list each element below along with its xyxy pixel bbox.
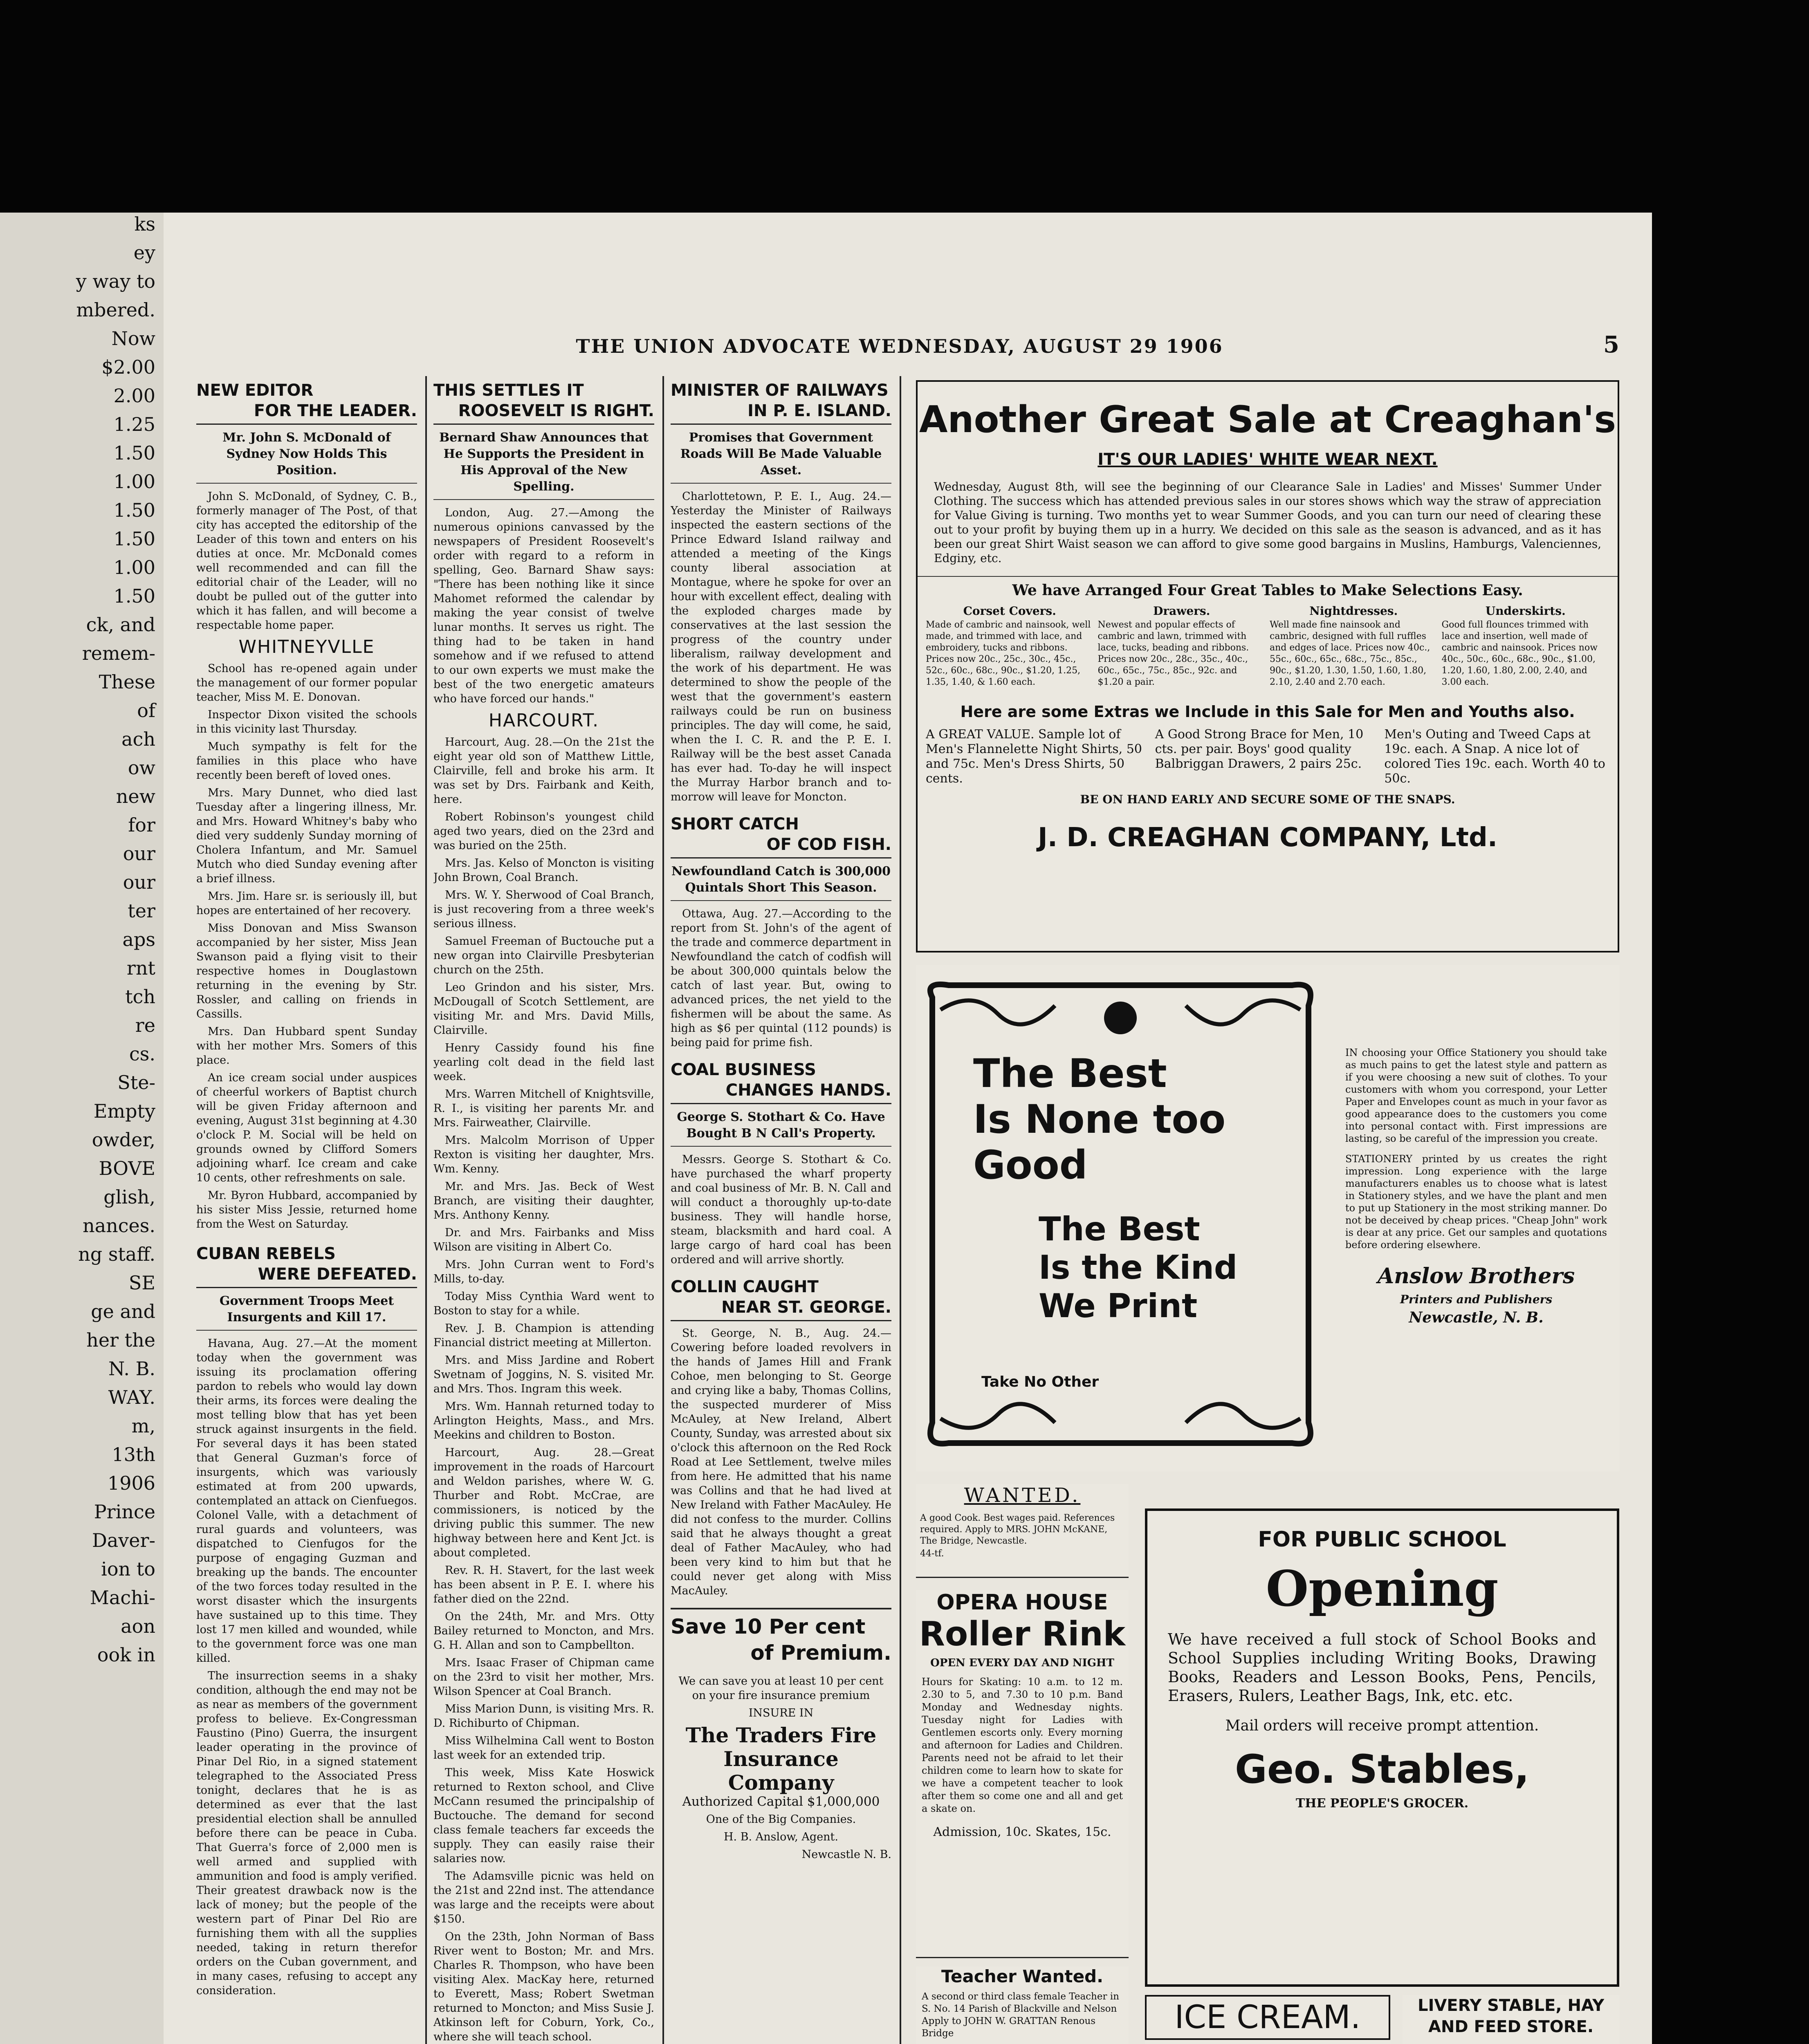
ad-text: Mail orders will receive prompt attention. [1225,1717,1539,1734]
ad-text: Newcastle, N. B. [1409,1309,1544,1326]
edge-fragment: glish, [103,1186,155,1208]
edge-fragment: ey [133,242,155,264]
deck: Mr. John S. McDonald of Sydney Now Holds This Position. [196,430,417,484]
article-paragraph: Mrs. John Curran went to Ford's Mills, to-day. [433,1258,654,1285]
ad-title: Roller Rink [919,1615,1126,1654]
ad-text: H. B. Anslow, Agent. [723,1831,838,1843]
ad-text: Wednesday, August 8th, will see the beginning of our Clearance Sale in Ladies' and Misses' Summer Under Clothing. The success which has attended previous sales in our stores shows which way the straw of appreciation for Value Giving is turning. Two months yet to wear Summer Goods, and you can turn our need of clearing these out to your profit by buying them up in a hurry. We decided on this sale as the season is advanced, and as it has been our great Shirt Waist season we can afford to give some good bargains in Muslins, Hamburgs, Valenciennes, Edginy, etc. [934,480,1601,565]
edge-fragment: Daver- [92,1529,155,1551]
edge-fragment: Now [111,327,155,350]
article-paragraph: Mrs. and Miss Jardine and Robert Swetnam of Joggins, N. S. visited Mr. and Mrs. Thos. Ingram this week. [433,1354,654,1395]
article-paragraph: Havana, Aug. 27.—At the moment today when the government was issuing its proclamation offering pardon to rebels who would lay down their arms, its forces were dealing the most telling blow that has yet been struck against insurgents in the field. For several days it has been stated that General Guzman's force of insurgents, which was variously estimated at from 200 upwards, contemplated an attack on Cienfuegos. Colonel Valle, with a detachment of rural guards and volunteers, was dispatched to Cienfugos for the purpose of engaging Guzman and breaking up the bands. The encounter of the two forces today resulted in the worst disaster which the insurgents have sustained up to this time. They lost 17 men killed and wounded, while to the government force was one man killed. [196,1337,417,1665]
column-1 [196,380,417,2044]
slogan-line: Good [973,1142,1088,1188]
article-paragraph: Mrs. W. Y. Sherwood of Coal Branch, is just recovering from a three week's serious illness. [433,889,654,930]
edge-fragment: N. B. [108,1358,155,1380]
running-head: THE UNION ADVOCATE WEDNESDAY, AUGUST 29 1906 [576,335,1223,357]
article-paragraph: St. George, N. B., Aug. 24.—Cowering before loaded revolvers in the hands of James Hill and Frank Cohoe, men belonging to St. George and crying like a baby, Thomas Collins, the suspected murderer of Miss McAuley, at New Ireland, Albert County, Sunday, was arrested about six o'clock this afternoon on the Red Rock Road at Lee Settlement, twelve miles from here. He admitted that his name was Collins and that he had lived at New Ireland with Father MacAuley. He did not confess to the murder. Collins said that he always thought a great deal of Father MacAuley, who had been very kind to him but that he could never get along with Miss MacAuley. [671,1327,891,1597]
ad-text: STATIONERY printed by us creates the right impression. Long experience with the large manufacturers enables us to choose what is latest in Stationery styles, and we have the plant and men to put up Stationery in the most striking manner. Do not be deceived by cheap prices. "Cheap John" work is dear at any price. Get our samples and quotations before ordering elsewhere. [1345,1153,1607,1251]
edge-fragment: ook in [97,1644,155,1666]
edge-fragment: $2.00 [101,356,155,378]
extra-item: A Good Strong Brace for Men, 10 cts. per pair. Boys' good quality Balbriggan Drawers, 2 pairs 25c. [1155,727,1364,771]
article-paragraph: An ice cream social under auspices of cheerful workers of Baptist church will be given Friday afternoon and evening, August 31st beginning at 4.30 o'clock P. M. Social will be held on grounds owned by Clifford Somers adjoining wharf. Ice cream and cake 10 cents, other refreshments on sale. [196,1071,417,1184]
adjacent-page-edge [0,213,164,2044]
article-paragraph: John S. McDonald, of Sydney, C. B., formerly manager of The Post, of that city has accepted the editorship of the Leader of this town and enters on his duties at once. Mr. McDonald comes well recommended and can fill the editorial chair of the Leader, will no doubt be pulled out of the gutter into which it has fallen, and will become a respectable home paper. [196,490,417,632]
article-paragraph: Harcourt, Aug. 28.—Great improvement in the roads of Harcourt and Weldon parishes, where W. G. Thurber and Robt. McCrae, are commissioners, is noticed by the driving public this summer. The new highway between here and Kent Jct. is about completed. [433,1446,654,1559]
article-paragraph: Mr. and Mrs. Jas. Beck of West Branch, are visiting their daughter, Mrs. Anthony Kenny. [433,1180,654,1221]
edge-fragment: aps [122,928,155,950]
slogan-line: Is the Kind [1039,1248,1238,1286]
edge-fragment: WAY. [108,1386,155,1408]
edge-fragment: 1.50 [113,442,155,464]
edge-fragment: new [116,785,155,807]
article-paragraph: On the 24th, Mr. and Mrs. Otty Bailey returned to Moncton, and Mrs. G. H. Allan and son to Campbellton. [433,1610,654,1652]
article-paragraph: Samuel Freeman of Buctouche put a new organ into Clairville Presbyterian church on the 25th. [433,935,654,976]
headline: SHORT CATCH OF COD FISH. [671,814,891,858]
section-heading: HARCOURT. [488,710,599,731]
slogan-line: Is None too [973,1096,1226,1142]
edge-fragment: 1906 [107,1472,155,1494]
article-paragraph: Today Miss Cynthia Ward went to Boston to stay for a while. [433,1290,654,1317]
edge-fragment: y way to [76,270,155,292]
article-paragraph: Ottawa, Aug. 27.—According to the report from St. John's of the agent of the trade and commerce department in Newfoundland the catch of codfish will be about 300,000 quintals below the catch of last year. But, owing to advanced prices, the net yield to the fishermen will be about the same. As high as $6 per quintal (112 pounds) is being paid for prime fish. [671,908,891,1049]
edge-fragment: Prince [94,1501,155,1523]
newspaper-page [164,213,1652,2044]
edge-fragment: 13th [112,1443,155,1466]
extras-list [926,727,1609,786]
extra-item: Men's Outing and Tweed Caps at 19c. each. A Snap. A nice lot of colored Ties 19c. each. Worth 40 to 50c. [1384,727,1605,786]
ad-text: INSURE IN [748,1707,814,1719]
article-paragraph: Dr. and Mrs. Fairbanks and Miss Wilson are visiting in Albert Co. [433,1226,654,1253]
deck: Promises that Government Roads Will Be Made Valuable Asset. [671,430,891,484]
edge-fragment: ng staff. [78,1243,155,1265]
ad-tagline: Take No Other [981,1374,1099,1390]
edge-fragment: re [135,1014,155,1036]
ad-text: A second or third class female Teacher in S. No. 14 Parish of Blackville and Nelson Apply to JOHN W. GRATTAN Renous Bridge [922,1991,1119,2039]
edge-fragment: Ste- [117,1071,155,1094]
edge-fragment: ter [128,900,155,922]
ad-title: OPERA HOUSE [936,1590,1108,1615]
article-paragraph: London, Aug. 27.—Among the numerous opinions canvassed by the newspapers of President Roosevelt's order with regard to a reform in spelling, Geo. Barnard Shaw says: "There has been nothing like it since Mahomet reformed the calendar by making the year consist of twelve lunar months. It serves us right. The thing had to be taken in hand somehow and if we refused to attend to our own experts we must make the best of the two energetic amateurs who have forced our hands." [433,507,654,705]
ad-title: LIVERY STABLE, HAY AND FEED STORE. [1417,1996,1605,2036]
edge-fragment: 1.00 [113,556,155,578]
deck: Bernard Shaw Announces that He Supports the President in His Approval of the New Spelling. [433,430,654,500]
headline: MINISTER OF RAILWAYS IN P. E. ISLAND. [671,380,891,425]
table-corset-covers: Corset Covers. Made of cambric and nainsook, well made, and trimmed with lace, and embroidery, tucks and ribbons. Prices now 20c., 25c., 30c., 45c., 52c., 60c., 68c., 90c., $1.20, 1.25, 1.35, 1.40, & 1.60 each. [926,604,1091,687]
article-paragraph: Charlottetown, P. E. I., Aug. 24.—Yesterday the Minister of Railways inspected the eastern sections of the Prince Edward Island railway and attended a meeting of the Kings county liberal association at Montague, where he spoke for over an hour with excellent effect, dealing with the exploded charges made by conservatives at the last session the progress of the country under liberalism, railway development and the work of his department. He was determined to show the people of the west that the government's eastern railways could be run on business principles. The day will come, he said, when the I. C. R. and the P. E. I. Railway will be the best asset Canada has ever had. To-day he will inspect the Murray Harbor branch and to-morrow will leave for Moncton. [671,490,891,803]
edge-fragment: ks [134,213,155,235]
article-paragraph: The insurrection seems in a shaky condition, although the end may not be as near as members of the government profess to believe. Ex-Congressman Faustino (Pino) Guerra, the insurgent leader operating in the province of Pinar Del Rio, in a signed statement telegraphed to the Associated Press tonight, declares that he is as determined as ever that the last presidential election shall be annulled before there can be peace in Cuba. That Guerra's force of 2,000 men is well armed and supplied with ammunition and food is amply verified. Their greatest drawback now is the lack of money; but the people of the western part of Pinar Del Rio are furnishing them with all the supplies needed, taking in return therefor orders on the Cuban government, and in many cases, refusing to accept any consideration. [196,1670,417,1997]
article-paragraph: On the 23th, John Norman of Bass River went to Boston; Mr. and Mrs. Charles R. Thompson, who have been visiting Alex. MacKay here, returned to Everett, Mass; Robert Swetman returned to Moncton; and Miss Susie J. Atkinson left for Coburn, York, Co., where she will teach school. [433,1930,654,2043]
edge-fragment: cs. [129,1043,155,1065]
article-paragraph: Henry Cassidy found his fine yearling colt dead in the field last week. [433,1042,654,1083]
ad-company: The Traders Fire Insurance Company [685,1723,877,1795]
edge-fragment: These [99,671,155,693]
ad-text: One of the Big Companies. [706,1813,856,1826]
column-rule [900,376,901,2044]
article-paragraph: Harcourt, Aug. 28.—On the 21st the eight year old son of Matthew Little, Clairville, fell and broke his arm. It was set by Drs. Fairbank and Keith, here. [433,736,654,806]
section-heading: WHITNEYVLLE [238,637,375,657]
article-paragraph: Mrs. Isaac Fraser of Chipman came on the 23rd to visit her mother, Mrs. Wilson Spencer at Coal Branch. [433,1656,654,1698]
creaghan-sale-ad [916,380,1619,953]
headline: NEW EDITOR FOR THE LEADER. [196,380,417,425]
deck: Newfoundland Catch is 300,000 Quintals Short This Season. [671,863,891,901]
edge-fragment: our [123,843,155,865]
ad-price: Admission, 10c. Skates, 15c. [933,1825,1111,1839]
edge-fragment: ge and [91,1300,155,1322]
edge-fragment: ach [121,728,155,750]
article-paragraph: Leo Grindon and his sister, Mrs. McDougall of Scotch Settlement, are visiting Mr. and Mrs. David Mills, Clairville. [433,981,654,1037]
article-paragraph: Mrs. Jim. Hare sr. is seriously ill, but hopes are entertained of her recovery. [196,890,417,917]
opera-house-ad [916,1590,1129,1958]
deck: Government Troops Meet Insurgents and Kill 17. [196,1293,417,1331]
slogan-line: The Best [1039,1210,1200,1248]
ad-title: FOR PUBLIC SCHOOL [1258,1527,1506,1552]
ad-title: WANTED. [964,1484,1081,1507]
ad-subtitle: OPEN EVERY DAY AND NIGHT [930,1657,1114,1669]
edge-fragment: m, [131,1415,155,1437]
edge-fragment: 2.00 [113,385,155,407]
edge-fragment: remem- [82,642,155,664]
deck: George S. Stothart & Co. Have Bought B N Call's Property. [671,1109,891,1147]
article-paragraph: Mrs. Mary Dunnet, who died last Tuesday after a lingering illness, Mr. and Mrs. Howard Whitney's baby who died very suddenly Sunday morning of Cholera Infantum, and Mr. Samuel Mutch who died Sunday evening after a brief illness. [196,787,417,885]
column-rule [662,376,664,2044]
edge-fragment: rnt [126,957,155,979]
ad-text: Hours for Skating: 10 a.m. to 12 m. 2.30 to 5, and 7.30 to 10 p.m. Band Monday and Wednesday nights. Tuesday night for Ladies with Gentlemen escorts only. Every morning and afternoon for Ladies and Children. Parents need not be afraid to let their children come to learn how to skate for we have a competent teacher to look after them so come one and all and get a skate on. [922,1676,1123,1814]
article-paragraph: Mrs. Dan Hubbard spent Sunday with her mother Mrs. Somers of this place. [196,1025,417,1067]
ad-subheading: We have Arranged Four Great Tables to Make Selections Easy. [918,576,1618,599]
article-paragraph: Mr. Byron Hubbard, accompanied by his sister Miss Jessie, returned home from the West on Saturday. [196,1189,417,1230]
edge-fragment: her the [86,1329,155,1351]
ad-text: Newcastle N. B. [801,1848,891,1861]
article-paragraph: Miss Donovan and Miss Swanson accompanied by her sister, Miss Jean Swanson paid a flying visit to their respective homes in Douglastown returning in the evening by Str. Rossler, and calling on friends in Cassills. [196,922,417,1020]
article-paragraph: The Adamsville picnic was held on the 21st and 22nd inst. The attendance was large and the receipts were about $150. [433,1870,654,1925]
ad-text: We have received a full stock of School Books and School Supplies including Writing Books, Drawing Books, Readers and Lesson Books, Pens, Pencils, Erasers, Rulers, Leather Bags, Ink, etc. etc. [1168,1630,1596,1705]
ad-company: J. D. CREAGHAN COMPANY, Ltd. [1037,823,1498,853]
table-nightdresses: Nightdresses. Well made fine nainsook and cambric, designed with full ruffles and edges of lace. Prices now 40c., 55c., 60c., 65c., 68c., 75c., 85c., 90c., $1.20, 1.30, 1.50, 1.60, 1.80, 2.10, 2.40 and 2.70 each. [1270,604,1430,687]
edge-fragment: mbered. [76,299,155,321]
column-rule [425,376,427,2044]
ad-footer: BE ON HAND EARLY AND SECURE SOME OF THE SNAPS. [1080,793,1455,806]
page-number: 5 [1603,331,1619,358]
table-underskirts: Underskirts. Good full flounces trimmed with lace and insertion, well made of cambric and nainsook. Prices now 40c., 50c., 60c., 68c., 90c., $1.00, 1.20, 1.60, 1.80, 2.00, 2.40, and 3.00 each. [1441,604,1598,687]
edge-fragment: SE [128,1272,155,1294]
ad-company: Anslow Brothers [1377,1264,1575,1289]
article-paragraph: Inspector Dixon visited the schools in this vicinity last Thursday. [196,708,417,735]
article-paragraph: Miss Wilhelmina Call went to Boston last week for an extended trip. [433,1735,654,1762]
wanted-ad [916,1484,1129,1578]
edge-fragment: 1.50 [113,585,155,607]
ad-text: Authorized Capital $1,000,000 [682,1794,880,1809]
article-paragraph: Much sympathy is felt for the families in this place who have recently been bereft of loved ones. [196,740,417,782]
extra-item: A GREAT VALUE. Sample lot of Men's Flannelette Night Shirts, 50 and 75c. Men's Dress Shirts, 50 cents. [926,727,1142,786]
article-paragraph: Mrs. Jas. Kelso of Moncton is visiting John Brown, Coal Branch. [433,857,654,884]
headline: COLLIN CAUGHT NEAR ST. GEORGE. [671,1277,891,1321]
ad-title: ICE CREAM. [1145,1995,1390,2040]
school-opening-ad [1145,1508,1619,1987]
column-2 [433,380,654,2044]
edge-fragment: Empty [93,1100,155,1122]
edge-fragment: of [137,699,155,722]
headline: CUBAN REBELS WERE DEFEATED. [196,1244,417,1288]
ad-text: A good Cook. Best wages paid. References required. Apply to MRS. JOHN McKANE, The Bridge, Newcastle. [920,1513,1115,1546]
edge-fragment: owder, [92,1129,155,1151]
ad-heading: of Premium. [750,1641,891,1665]
article-paragraph: Rev. R. H. Stavert, for the last week has been absent in P. E. I. where his father died on the 22nd. [433,1564,654,1605]
article-paragraph: Rev. J. B. Champion is attending Financial district meeting at Millerton. [433,1322,654,1349]
headline: COAL BUSINESS CHANGES HANDS. [671,1060,891,1104]
edge-fragment: nances. [83,1215,155,1237]
price-tables [926,605,1609,688]
anslow-printing-ad [916,965,1619,1472]
teacher-wanted-ad [916,1966,1129,2044]
ad-text: IN choosing your Office Stationery you should take as much pains to get the latest style and pattern as if you were choosing a new suit of clothes. To your customers with whom you correspond, your Letter Paper and Envelopes count as much in your favor as good appearance does to the customers you come into personal contact with. First impressions are lasting, so be careful of the impression you create. [1345,1047,1607,1144]
headline: THIS SETTLES IT ROOSEVELT IS RIGHT. [433,380,654,425]
edge-fragment: 1.50 [113,528,155,550]
ad-text: Printers and Publishers [1400,1293,1553,1306]
article-paragraph: Messrs. George S. Stothart & Co. have purchased the wharf property and coal business of Mr. B. N. Call and will conduct a thoroughly up-to-date business. They will handle horse, steam, blacksmith and hard coal. A large cargo of hard coal has been ordered and will arrive shortly. [671,1153,891,1266]
article-paragraph: Miss Marion Dunn, is visiting Mrs. R. D. Richiburto of Chipman. [433,1703,654,1730]
edge-fragment: aon [121,1615,155,1637]
edge-fragment: ow [128,757,155,779]
ad-text: We can save you at least 10 per cent on your fire insurance premium [678,1675,884,1702]
ad-company: Geo. Stables, [1235,1746,1529,1792]
edge-fragment: 1.50 [113,499,155,521]
edge-fragment: 1.00 [113,471,155,493]
ad-title: Opening [1266,1560,1499,1618]
edge-fragment: ion to [101,1558,155,1580]
article-paragraph: School has re-opened again under the management of our former popular teacher, Miss M. E. Donovan. [196,662,417,704]
edge-fragment: our [123,871,155,893]
ad-title: Another Great Sale at Creaghan's [919,398,1616,441]
slogan-line: We Print [1039,1287,1198,1325]
slogan-line: The Best [973,1051,1167,1096]
ice-cream-ad [1145,1995,1390,2044]
livery-stable-ad [1403,1995,1619,2044]
edge-fragment: Machi- [90,1587,155,1609]
ad-heading: Save 10 Per cent [671,1615,866,1638]
column-3 [671,380,891,2044]
article-paragraph: Robert Robinson's youngest child aged two years, died on the 23rd and was buried on the 25th. [433,811,654,852]
ad-text: 44-tf. [920,1549,944,1559]
edge-fragment: for [128,814,155,836]
ad-title: Teacher Wanted. [941,1966,1104,1986]
article-paragraph: Mrs. Malcolm Morrison of Upper Rexton is visiting her daughter, Mrs. Wm. Kenny. [433,1134,654,1175]
insurance-ad [671,1608,891,1862]
edge-fragment: BOVE [99,1157,155,1179]
article-paragraph: This week, Miss Kate Hoswick returned to Rexton school, and Clive McCann resumed the principalship of Buctouche. The demand for second class female teachers far exceeds the supply. They can easily raise their salaries now. [433,1766,654,1865]
edge-fragment: ck, and [86,614,155,636]
ad-tagline: THE PEOPLE'S GROCER. [1295,1796,1469,1811]
edge-fragment: 1.25 [113,413,155,435]
table-drawers: Drawers. Newest and popular effects of cambric and lawn, trimmed with lace, tucks, beading and ribbons. Prices now 20c., 28c., 35c., 40c., 60c., 65c., 75c., 85c., 92c. and $1.20 a pair. [1098,604,1249,687]
article-paragraph: Mrs. Warren Mitchell of Knightsville, R. I., is visiting her parents Mr. and Mrs. Fairweather, Clairville. [433,1088,654,1129]
ad-subtitle: IT'S OUR LADIES' WHITE WEAR NEXT. [1098,450,1438,469]
article-paragraph: Mrs. Wm. Hannah returned today to Arlington Heights, Mass., and Mrs. Meekins and children to Boston. [433,1400,654,1441]
edge-fragment: tch [125,986,155,1008]
ad-subheading: Here are some Extras we Include in this Sale for Men and Youths also. [960,703,1575,721]
